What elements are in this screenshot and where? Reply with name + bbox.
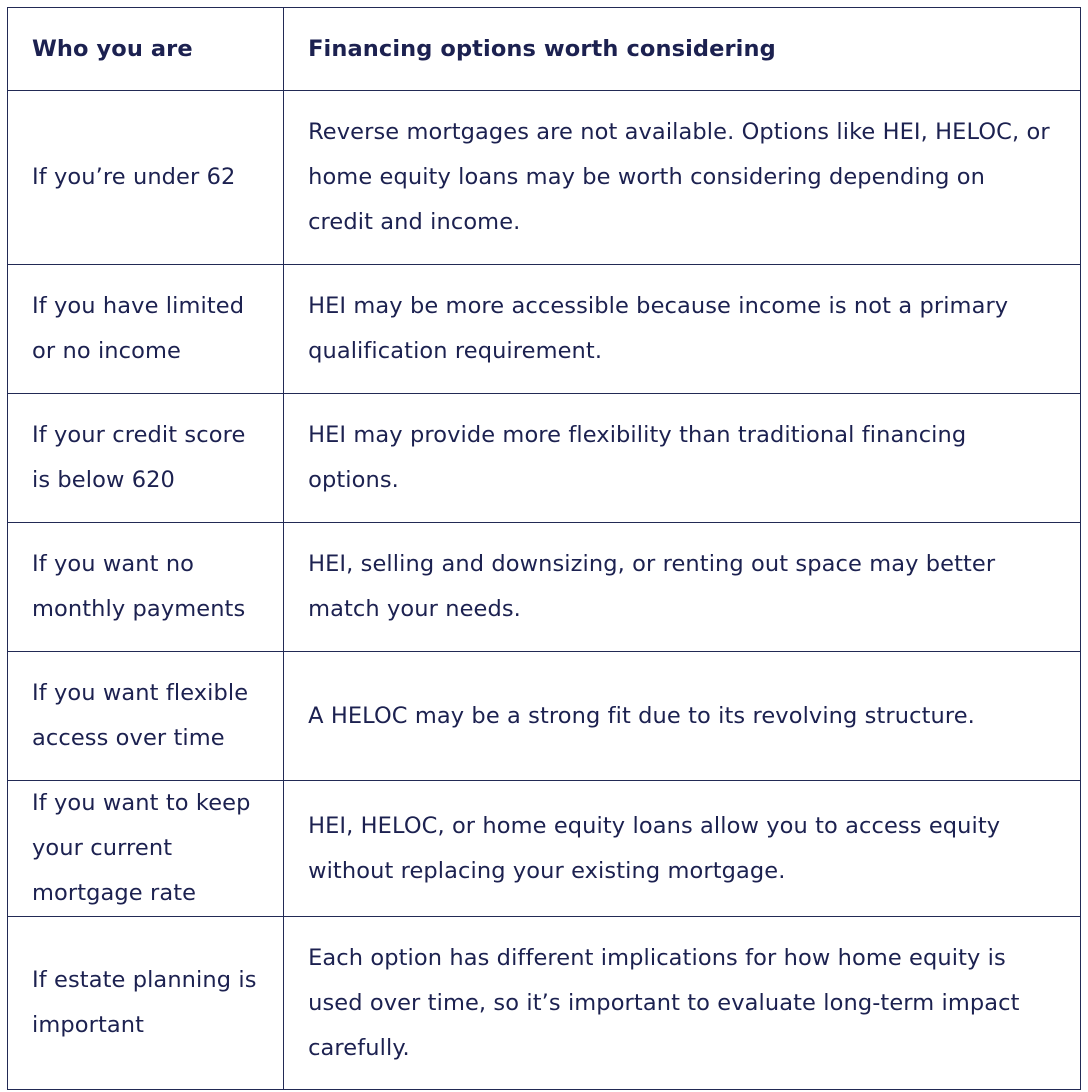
- table-header-row: [8, 8, 1081, 91]
- cell-who: If you want no monthly payments: [8, 523, 284, 652]
- cell-options: A HELOC may be a strong fit due to its revolving structure.: [284, 652, 1081, 781]
- cell-who: If your credit score is below 620: [8, 394, 284, 523]
- table-row: [8, 91, 1081, 265]
- financing-options-table: [7, 7, 1081, 1090]
- cell-options: HEI, HELOC, or home equity loans allow you to access equity without replacing your existing mortgage.: [284, 781, 1081, 917]
- table-row: [8, 781, 1081, 917]
- header-financing-options: Financing options worth considering: [284, 8, 1081, 91]
- cell-options: Each option has different implications for how home equity is used over time, so it’s important to evaluate long-term impact carefully.: [284, 917, 1081, 1090]
- header-who-you-are: Who you are: [8, 8, 284, 91]
- cell-who: If you’re under 62: [8, 91, 284, 265]
- table-row: [8, 652, 1081, 781]
- table-row: [8, 394, 1081, 523]
- cell-options: HEI, selling and downsizing, or renting out space may better match your needs.: [284, 523, 1081, 652]
- cell-options: HEI may be more accessible because income is not a primary qualification requirement.: [284, 265, 1081, 394]
- table-row: [8, 265, 1081, 394]
- cell-who: If you want to keep your current mortgage rate: [8, 781, 284, 917]
- cell-options: Reverse mortgages are not available. Options like HEI, HELOC, or home equity loans may be worth considering depending on credit and income.: [284, 91, 1081, 265]
- table-row: [8, 917, 1081, 1090]
- cell-who: If estate planning is important: [8, 917, 284, 1090]
- cell-who: If you want flexible access over time: [8, 652, 284, 781]
- table-row: [8, 523, 1081, 652]
- cell-options: HEI may provide more flexibility than traditional financing options.: [284, 394, 1081, 523]
- cell-who: If you have limited or no income: [8, 265, 284, 394]
